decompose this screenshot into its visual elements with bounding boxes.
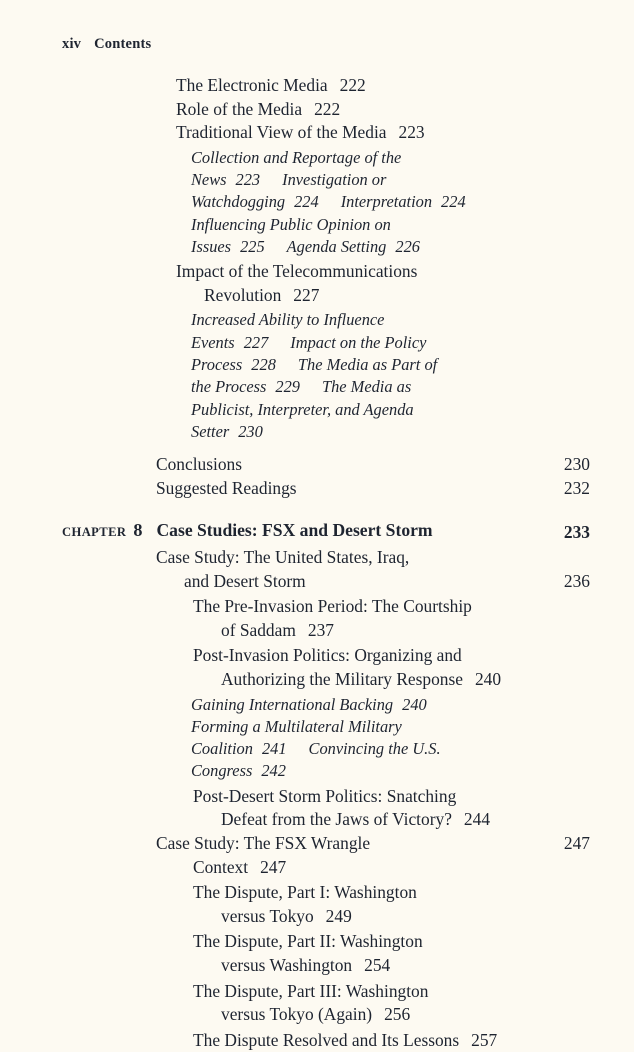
- toc-page-number: 240: [474, 668, 502, 689]
- subentry-line: Setter: [191, 421, 230, 441]
- chapter-label: CHAPTER: [62, 525, 127, 540]
- chapter-title: Case Studies: FSX and Desert Storm: [156, 520, 433, 541]
- toc-entry-title: Context: [193, 856, 249, 877]
- subentry-line: Agenda Setting: [286, 236, 387, 256]
- toc-subentry-gaining-international-backing: [0, 694, 634, 783]
- toc-entry-title-continued: [193, 1003, 590, 1027]
- toc-page-number: 249: [325, 905, 352, 926]
- toc-subentry-increased-ability: [0, 309, 634, 443]
- toc-page-number: 229: [275, 377, 300, 397]
- toc-entry-electronic-media: [0, 74, 634, 98]
- toc-page-number: 226: [395, 236, 420, 256]
- toc-page-number: 241: [261, 739, 287, 759]
- subentry-line: News: [191, 170, 227, 190]
- subentry-line: Events: [191, 332, 235, 352]
- subentry-line: the Process: [191, 377, 267, 397]
- toc-entry-dispute-part-3: [0, 980, 634, 1027]
- toc-entry-conclusions: [0, 453, 634, 477]
- toc-entry-title-line2: versus Tokyo: [221, 905, 314, 926]
- toc-page-number: 247: [563, 832, 590, 853]
- toc-page-number: 228: [251, 355, 276, 375]
- toc-entry-title-line2: Revolution: [204, 284, 282, 305]
- toc-entry-title: The Pre-Invasion Period: The Courtship: [193, 596, 472, 617]
- toc-page-number: 254: [364, 954, 391, 975]
- toc-entry-title: The Dispute, Part I: Washington: [193, 882, 417, 903]
- subentry-line: Investigation or: [282, 170, 387, 190]
- toc-entry-title-line2: Defeat from the Jaws of Victory?: [221, 809, 452, 830]
- toc-entry-title: Case Study: The FSX Wrangle: [156, 832, 371, 853]
- toc-entry-title: Role of the Media: [176, 98, 303, 119]
- subentry-line: Convincing the U.S.: [308, 739, 441, 759]
- subentry-line: Publicist, Interpreter, and Agenda: [191, 399, 414, 419]
- subentry-line: Impact on the Policy: [290, 332, 427, 352]
- toc-entry-title-line2: versus Washington: [221, 954, 353, 975]
- toc-page-number: 223: [398, 122, 425, 143]
- toc-entry-title: Impact of the Telecommunications: [176, 261, 418, 282]
- chapter-page-number: 233: [563, 522, 590, 543]
- toc-page-number: 224: [441, 192, 466, 212]
- toc-page-number: 227: [243, 332, 269, 352]
- subentry-line: The Media as: [322, 377, 412, 397]
- toc-entry-dispute-part-1: [0, 881, 634, 928]
- toc-entry-title-line2: Authorizing the Military Response: [221, 668, 463, 689]
- toc-page-number: 222: [314, 98, 341, 119]
- toc-subentry-collection-reportage: [0, 147, 634, 258]
- subentry-line: Forming a Multilateral Military: [191, 716, 402, 736]
- toc-entry-role-of-the-media: [0, 98, 634, 122]
- subentry-line: Influencing Public Opinion on: [191, 214, 391, 234]
- toc-page-number: 224: [294, 192, 319, 212]
- toc-entry-title-continued: [193, 905, 590, 929]
- toc-page-number: 236: [563, 570, 590, 591]
- toc-entry-title: The Dispute, Part II: Washington: [193, 931, 423, 952]
- toc-entry-title-line2: versus Tokyo (Again): [221, 1004, 373, 1025]
- subentry-line: Collection and Reportage of the: [191, 147, 402, 167]
- toc-page-number: 244: [463, 809, 491, 830]
- toc-entry-post-invasion-politics: [0, 644, 634, 691]
- toc-page-number: 230: [563, 454, 590, 475]
- toc-page-number: 240: [402, 694, 427, 714]
- toc-entry-suggested-readings: [0, 477, 634, 501]
- toc-entry-post-desert-storm-politics: [0, 785, 634, 832]
- toc-entry-title: Case Study: The United States, Iraq,: [156, 547, 410, 568]
- toc-entry-case-study-us-iraq: [0, 546, 634, 593]
- toc-entry-title: The Dispute, Part III: Washington: [193, 980, 429, 1001]
- toc-page-number: 237: [307, 619, 334, 640]
- toc-page-number: 256: [384, 1004, 411, 1025]
- toc-entry-title: The Electronic Media: [176, 75, 328, 95]
- toc-entry-title-continued: [193, 619, 590, 643]
- toc-page-number: 247: [260, 856, 287, 877]
- toc-page-number: 230: [238, 421, 263, 441]
- toc-entry-title-continued: [176, 284, 590, 308]
- toc-page-number: 232: [563, 477, 590, 498]
- toc-entry-title: Post-Desert Storm Politics: Snatching: [193, 785, 457, 806]
- chapter-number: 8: [133, 520, 143, 541]
- toc-entry-context: [0, 856, 634, 880]
- subentry-line: The Media as Part of: [297, 355, 438, 375]
- subentry-line: Gaining International Backing: [191, 694, 394, 714]
- subentry-line: Process: [191, 355, 243, 375]
- toc-entry-title-continued: and Desert Storm: [184, 570, 306, 591]
- toc-entry-title: Suggested Readings: [156, 477, 297, 498]
- toc-page-number: 223: [235, 170, 261, 190]
- toc-entry-dispute-part-2: [0, 930, 634, 977]
- toc-page-number: 225: [240, 236, 265, 256]
- toc-entry-title: Post-Invasion Politics: Organizing and: [193, 645, 462, 666]
- toc-entry-title: Conclusions: [156, 454, 242, 475]
- toc-page-number: 242: [261, 761, 286, 781]
- subentry-line: Watchdogging: [191, 192, 286, 212]
- toc-entry-title-continued: [193, 954, 590, 978]
- page-folio: xiv: [62, 36, 82, 52]
- subentry-line: Issues: [191, 236, 232, 256]
- toc-page-number: 257: [471, 1029, 498, 1050]
- running-head: [62, 36, 151, 53]
- toc-entry-title: The Dispute Resolved and Its Lessons: [193, 1029, 460, 1050]
- toc-entry-title-continued: [193, 668, 590, 692]
- subentry-line: Congress: [191, 761, 253, 781]
- running-head-title: Contents: [94, 36, 152, 52]
- chapter-heading: [0, 519, 634, 545]
- toc-page-number: 222: [339, 75, 366, 95]
- toc-entry-title-continued: [193, 808, 590, 832]
- subentry-line: Increased Ability to Influence: [191, 310, 385, 330]
- subentry-line: Interpretation: [340, 192, 433, 212]
- toc-entry-traditional-view: [0, 121, 634, 145]
- toc-page-number: 227: [293, 284, 320, 305]
- toc-entry-pre-invasion-period: [0, 595, 634, 642]
- toc-entry-dispute-resolved: [0, 1029, 634, 1052]
- toc-entry-impact-telecommunications: [0, 260, 634, 307]
- subentry-line: Coalition: [191, 739, 253, 759]
- toc-entry-case-study-fsx-wrangle: [0, 832, 634, 856]
- table-of-contents: [0, 74, 634, 1052]
- toc-entry-title: Traditional View of the Media: [176, 122, 387, 143]
- toc-entry-title-line2: of Saddam: [221, 619, 296, 640]
